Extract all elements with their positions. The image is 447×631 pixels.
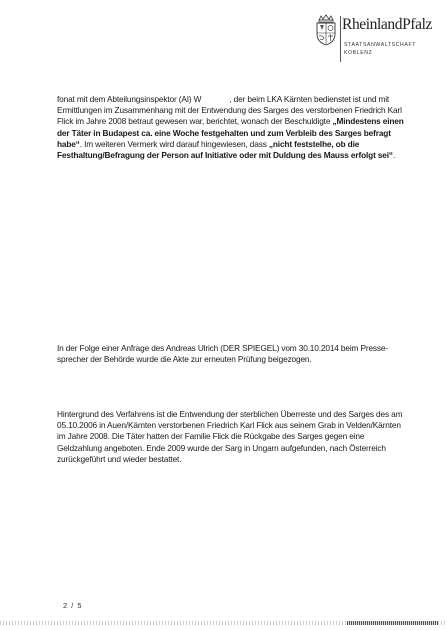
organization-line-2: KOBLENZ: [344, 49, 373, 56]
letterhead-divider: [340, 16, 341, 62]
organization-line-1: STAATSANWALTSCHAFT: [344, 42, 416, 48]
paragraph-3: Hintergrund des Verfahrens ist die Entwendung der sterblichen Überreste und des Sarges des am 05.10.2006 in Auen/Kärnten verstorbenen Friedrich Karl Flick aus seinem Grab in Velden/Kärnten im Jahre 2008. Die Täter hatten der Familie Flick die Rückgabe des Sarges gegen eine Geldzahlung angeboten. Ende 2009 wurde der Sarg in Ungarn aufgefunden, nach Österreich zurückgeführt und wieder bestattet.: [57, 409, 403, 464]
p1-text-3: . Im weiteren Vermerk wird darauf hingewiesen, dass: [79, 138, 269, 149]
p1-text-2: , der beim LKA Kärnten bedienstet ist und mit Ermittlungen im Zusammenhang mit der Entwendung des Sarges des verstorbenen Friedrich Karl Flick im Jahre 2008 betraut gewesen war, berichtet, wonach der Beschuldigte: [57, 94, 402, 127]
scan-edge-dark: [347, 621, 439, 625]
p1-text-1: fonat mit dem Abteilungsinspektor (AI) W: [57, 94, 202, 104]
paragraph-1: [57, 94, 409, 161]
organization-name: [344, 42, 416, 57]
coat-of-arms-icon: [314, 14, 338, 46]
paragraph-2: In der Folge einer Anfrage des Andreas Ulrich (DER SPIEGEL) vom 30.10.2014 beim Pressesprecher der Behörde wurde die Akte zur erneuten Prüfung beigezogen.: [57, 343, 389, 365]
page-number: 2 / 5: [63, 601, 83, 610]
brand-name: RheinlandPfalz: [342, 16, 432, 33]
p1-text-4: .: [392, 150, 396, 161]
scan-edge-strip: [0, 621, 447, 625]
p1-bold-quote-1: „Mindestens einen der Täter in Budapest ca. eine Woche festgehalten und zum Verbleib des Sarges befragt habe“: [57, 116, 404, 149]
p1-bold-quote-2: „nicht feststelhe, ob die Festhaltung/Befragung der Person auf Initiative oder mit Duldung des Mauss erfolgt sei“: [57, 138, 393, 161]
letterhead: [314, 12, 440, 68]
